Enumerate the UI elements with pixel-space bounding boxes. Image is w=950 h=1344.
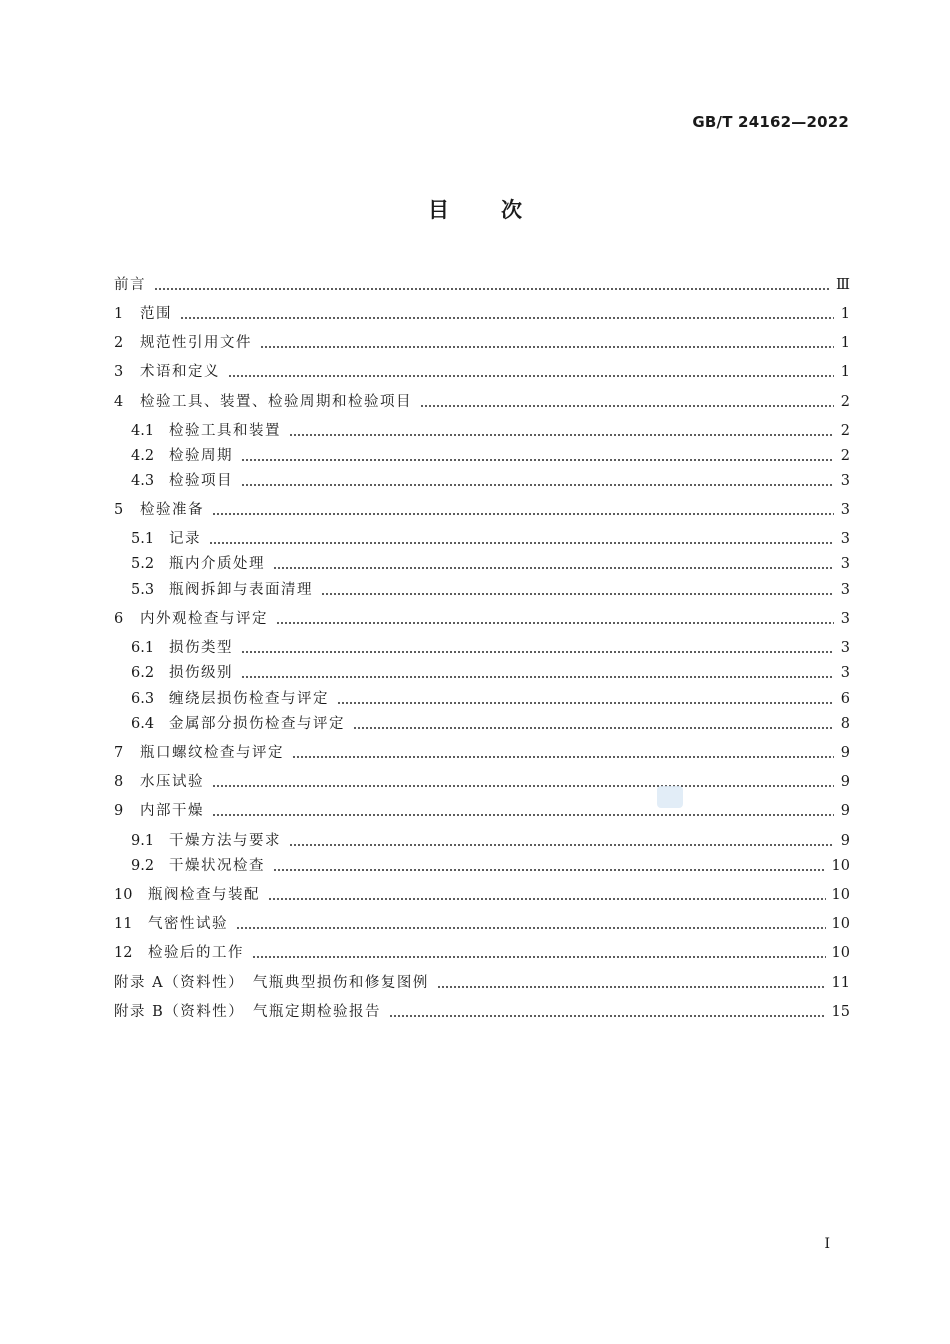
toc-entry-page: Ⅲ xyxy=(836,277,850,293)
toc-entry[interactable] xyxy=(114,662,850,684)
title-char-2: 次 xyxy=(501,198,522,222)
toc-entry-number: 6.1 xyxy=(131,640,155,656)
toc-entry-label: 缠绕层损伤检查与评定 xyxy=(169,691,329,707)
toc-entry-label: 瓶口螺纹检查与评定 xyxy=(140,745,284,761)
toc-entry-number: 4.1 xyxy=(131,423,155,439)
toc-entry-page: 3 xyxy=(840,556,850,572)
toc-entry-page: 1 xyxy=(840,335,850,351)
toc-entry-number: 6 xyxy=(114,611,124,627)
toc-entry-number: 12 xyxy=(114,945,133,961)
toc-entry-label: 检验工具和装置 xyxy=(169,423,281,439)
toc-entry-page: 3 xyxy=(840,665,850,681)
toc-entry-page: 9 xyxy=(840,803,850,819)
toc-entry-page: 3 xyxy=(840,502,850,518)
toc-entry[interactable] xyxy=(114,830,850,852)
toc-entry-label: 规范性引用文件 xyxy=(140,335,252,351)
toc-entry-number: 8 xyxy=(114,774,124,790)
toc-entry-number: 9 xyxy=(114,803,124,819)
dot-leader xyxy=(273,553,834,575)
toc-entry-label: 干燥状况检查 xyxy=(169,858,265,874)
toc-entry-label: 检验工具、装置、检验周期和检验项目 xyxy=(140,394,412,410)
toc-entry-label: 记录 xyxy=(169,531,201,547)
toc-entry-label: 瓶内介质处理 xyxy=(169,556,265,572)
toc-entry-label: 前言 xyxy=(114,277,146,293)
toc-entry-label: 损伤级别 xyxy=(169,665,233,681)
toc-entry-label: 检验周期 xyxy=(169,448,233,464)
toc-entry-number: 1 xyxy=(114,306,124,322)
toc-entry-page: 2 xyxy=(840,394,850,410)
toc-entry-number: 6.4 xyxy=(131,716,155,732)
toc-entry-page: 3 xyxy=(840,640,850,656)
toc-entry[interactable] xyxy=(114,499,850,521)
watermark-logo xyxy=(657,786,683,808)
toc-entry[interactable] xyxy=(114,553,850,575)
toc-entry-number: 5.3 xyxy=(131,582,155,598)
toc-entry-page: 9 xyxy=(840,774,850,790)
toc-entry-page: 2 xyxy=(840,448,850,464)
toc-entry[interactable] xyxy=(114,855,850,877)
page-title xyxy=(0,194,950,224)
toc-entry[interactable] xyxy=(114,913,850,935)
toc-entry[interactable] xyxy=(114,579,850,601)
toc-entry[interactable] xyxy=(114,942,850,964)
toc-entry[interactable] xyxy=(114,884,850,906)
dot-leader xyxy=(437,972,826,994)
dot-leader xyxy=(353,713,834,735)
toc-entry-label: 附录 B（资料性） 气瓶定期检验报告 xyxy=(114,1004,382,1020)
dot-leader xyxy=(228,361,834,383)
toc-entry-number: 9.1 xyxy=(131,833,155,849)
toc-entry-label: 水压试验 xyxy=(140,774,204,790)
toc-entry-number: 6.3 xyxy=(131,691,155,707)
dot-leader xyxy=(273,855,826,877)
dot-leader xyxy=(268,884,826,906)
page-number: Ⅰ xyxy=(824,1236,830,1252)
toc-entry[interactable] xyxy=(114,742,850,764)
toc-entry-label: 内外观检查与评定 xyxy=(140,611,268,627)
toc-entry-number: 5 xyxy=(114,502,124,518)
dot-leader xyxy=(241,662,834,684)
toc-entry-number: 3 xyxy=(114,364,124,380)
toc-entry[interactable] xyxy=(114,608,850,630)
toc-entry-page: 8 xyxy=(840,716,850,732)
toc-entry-label: 瓶阀检查与装配 xyxy=(148,887,260,903)
toc-entry[interactable] xyxy=(114,470,850,492)
toc-entry-label: 术语和定义 xyxy=(140,364,220,380)
toc-entry-number: 2 xyxy=(114,335,124,351)
toc-entry-page: 2 xyxy=(840,423,850,439)
toc-entry-page: 10 xyxy=(831,916,850,932)
dot-leader xyxy=(292,742,834,764)
dot-leader xyxy=(289,420,834,442)
toc-entry-number: 4.2 xyxy=(131,448,155,464)
toc-entry[interactable] xyxy=(114,445,850,467)
toc-entry-label: 瓶阀拆卸与表面清理 xyxy=(169,582,313,598)
dot-leader xyxy=(212,800,834,822)
dot-leader xyxy=(236,913,826,935)
toc-entry-label: 干燥方法与要求 xyxy=(169,833,281,849)
standard-code: GB/T 24162—2022 xyxy=(692,113,849,131)
toc-entry-label: 气密性试验 xyxy=(148,916,228,932)
dot-leader xyxy=(212,771,834,793)
dot-leader xyxy=(337,688,834,710)
toc-entry[interactable] xyxy=(114,391,850,413)
toc-entry[interactable] xyxy=(114,1001,850,1023)
toc-entry-number: 5.2 xyxy=(131,556,155,572)
dot-leader xyxy=(241,470,834,492)
toc-entry-label: 检验准备 xyxy=(140,502,204,518)
dot-leader xyxy=(209,528,834,550)
dot-leader xyxy=(252,942,826,964)
toc-entry[interactable] xyxy=(114,528,850,550)
toc-entry-number: 4.3 xyxy=(131,473,155,489)
toc-entry-page: 11 xyxy=(831,975,850,991)
toc-entry-number: 5.1 xyxy=(131,531,155,547)
toc-entry[interactable] xyxy=(114,637,850,659)
toc-entry[interactable] xyxy=(114,274,850,296)
toc-entry-label: 损伤类型 xyxy=(169,640,233,656)
dot-leader xyxy=(420,391,834,413)
toc-entry-page: 1 xyxy=(840,364,850,380)
toc-entry-page: 10 xyxy=(831,858,850,874)
toc-entry-label: 金属部分损伤检查与评定 xyxy=(169,716,345,732)
toc-entry[interactable] xyxy=(114,332,850,354)
toc-entry-page: 6 xyxy=(840,691,850,707)
toc-entry[interactable] xyxy=(114,800,850,822)
dot-leader xyxy=(289,830,834,852)
toc-entry[interactable] xyxy=(114,361,850,383)
title-char-1: 目 xyxy=(428,198,449,222)
toc-entry-page: 3 xyxy=(840,611,850,627)
dot-leader xyxy=(241,445,834,467)
toc-entry[interactable] xyxy=(114,688,850,710)
dot-leader xyxy=(260,332,834,354)
toc-entry[interactable] xyxy=(114,713,850,735)
toc-entry[interactable] xyxy=(114,420,850,442)
dot-leader xyxy=(212,499,834,521)
dot-leader xyxy=(180,303,834,325)
toc-entry[interactable] xyxy=(114,972,850,994)
toc-entry-page: 3 xyxy=(840,582,850,598)
toc-entry-page: 3 xyxy=(840,531,850,547)
dot-leader xyxy=(241,637,834,659)
dot-leader xyxy=(276,608,834,630)
toc-entry-label: 内部干燥 xyxy=(140,803,204,819)
dot-leader xyxy=(154,274,830,296)
toc-entry[interactable] xyxy=(114,771,850,793)
dot-leader xyxy=(321,579,834,601)
dot-leader xyxy=(389,1001,826,1023)
toc-entry-label: 检验项目 xyxy=(169,473,233,489)
toc-entry-page: 15 xyxy=(831,1004,850,1020)
toc-entry-number: 10 xyxy=(114,887,133,903)
toc-entry-page: 10 xyxy=(831,887,850,903)
toc-entry-page: 1 xyxy=(840,306,850,322)
toc-entry[interactable] xyxy=(114,303,850,325)
toc-entry-label: 附录 A（资料性） 气瓶典型损伤和修复图例 xyxy=(114,975,429,991)
toc-entry-number: 4 xyxy=(114,394,124,410)
toc-entry-number: 9.2 xyxy=(131,858,155,874)
toc-entry-number: 7 xyxy=(114,745,124,761)
toc-entry-number: 11 xyxy=(114,916,133,932)
toc-entry-number: 6.2 xyxy=(131,665,155,681)
toc-entry-page: 9 xyxy=(840,745,850,761)
toc-entry-page: 9 xyxy=(840,833,850,849)
toc-entry-page: 3 xyxy=(840,473,850,489)
toc-entry-label: 范围 xyxy=(140,306,172,322)
toc-entry-page: 10 xyxy=(831,945,850,961)
toc-entry-label: 检验后的工作 xyxy=(148,945,244,961)
